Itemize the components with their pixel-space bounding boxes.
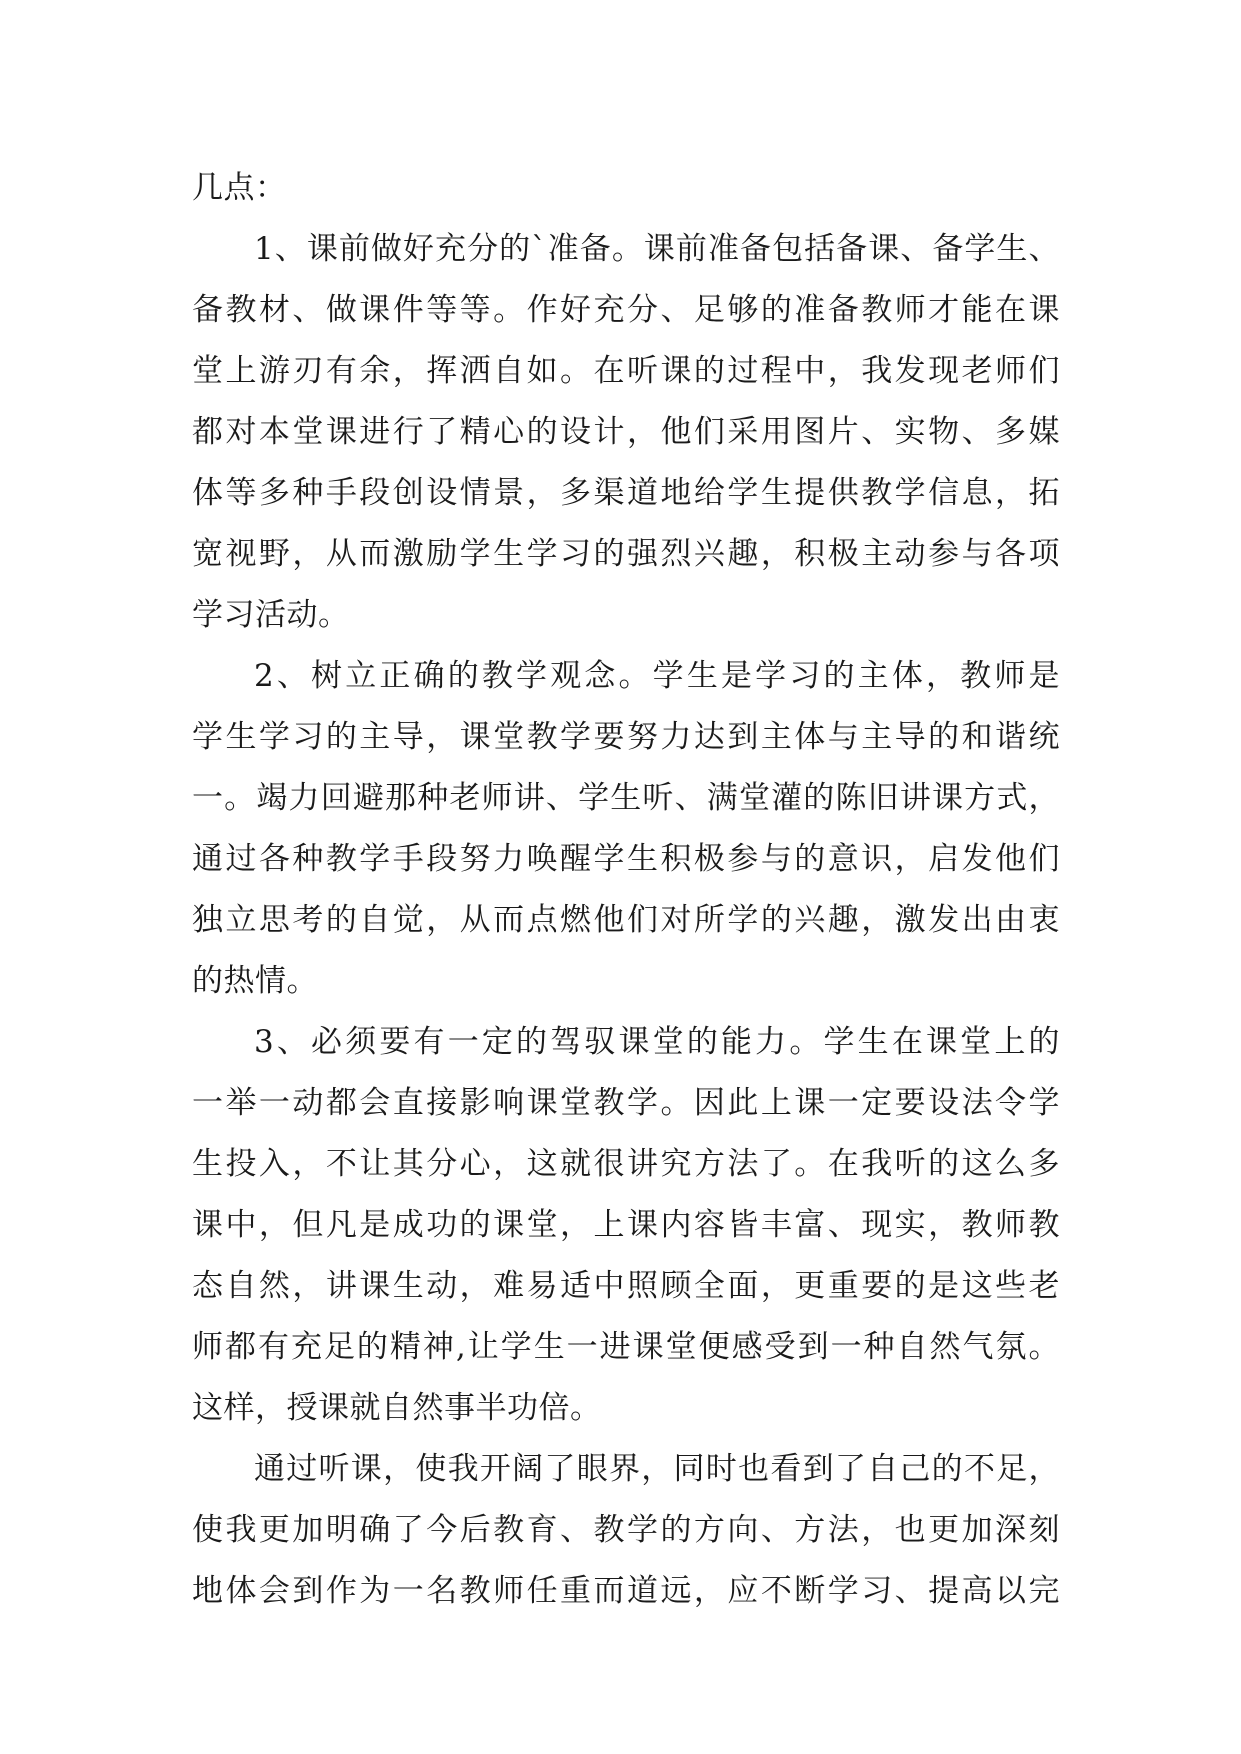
document-body xyxy=(192,158,1060,1622)
text-line: 生投入，不让其分心，这就很讲究方法了。在我听的这么多 xyxy=(192,1146,1060,1182)
text-line: 通过各种教学手段努力唤醒学生积极参与的意识，启发他们 xyxy=(192,841,1060,877)
text-line: 课中，但凡是成功的课堂，上课内容皆丰富、现实，教师教 xyxy=(192,1207,1060,1243)
text-line: 学生学习的主导，课堂教学要努力达到主体与主导的和谐统 xyxy=(192,719,1060,755)
text-line: 一举一动都会直接影响课堂教学。因此上课一定要设法令学 xyxy=(192,1085,1060,1121)
text-line: 备教材、做课件等等。作好充分、足够的准备教师才能在课 xyxy=(192,292,1060,328)
text-line: 通过听课，使我开阔了眼界，同时也看到了自己的不足， xyxy=(254,1451,1060,1487)
text-line: 堂上游刃有余，挥洒自如。在听课的过程中，我发现老师们 xyxy=(192,353,1060,389)
text-line: 学习活动。 xyxy=(192,597,350,633)
text-line: 师都有充足的精神,让学生一进课堂便感受到一种自然气氛。 xyxy=(192,1329,1060,1365)
text-line: 体等多种手段创设情景，多渠道地给学生提供教学信息，拓 xyxy=(192,475,1060,511)
text-line: 独立思考的自觉，从而点燃他们对所学的兴趣，激发出由衷 xyxy=(192,902,1060,938)
text-line: 的热情。 xyxy=(192,963,318,999)
text-line: 使我更加明确了今后教育、教学的方向、方法，也更加深刻 xyxy=(192,1512,1060,1548)
text-line: 几点： xyxy=(192,170,287,206)
text-line: 1、课前做好充分的`准备。课前准备包括备课、备学生、 xyxy=(254,231,1060,267)
text-line: 地体会到作为一名教师任重而道远，应不断学习、提高以完 xyxy=(192,1573,1060,1609)
text-line: 态自然，讲课生动，难易适中照顾全面，更重要的是这些老 xyxy=(192,1268,1060,1304)
text-line: 宽视野，从而激励学生学习的强烈兴趣，积极主动参与各项 xyxy=(192,536,1060,572)
text-line: 2、树立正确的教学观念。学生是学习的主体，教师是 xyxy=(254,658,1060,694)
text-line: 一。竭力回避那种老师讲、学生听、满堂灌的陈旧讲课方式， xyxy=(192,780,1060,816)
text-line: 这样，授课就自然事半功倍。 xyxy=(192,1390,602,1426)
text-line: 都对本堂课进行了精心的设计，他们采用图片、实物、多媒 xyxy=(192,414,1060,450)
text-line: 3、必须要有一定的驾驭课堂的能力。学生在课堂上的 xyxy=(254,1024,1060,1060)
